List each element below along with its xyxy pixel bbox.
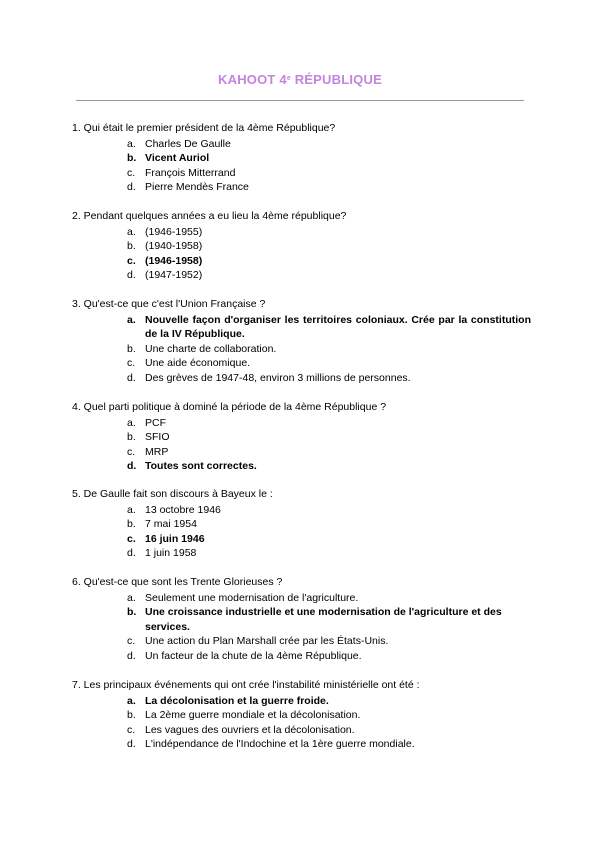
answer-letter: c. <box>127 445 136 458</box>
answer-letter: c. <box>127 635 136 648</box>
answer-letter: a. <box>127 416 136 429</box>
answer-text: PCF <box>145 416 166 429</box>
answer-text: Charles De Gaulle <box>145 137 231 150</box>
question-text: 7. Les principaux événements qui ont crée l'instabilité ministérielle ont été : <box>72 679 420 691</box>
answer-list <box>72 416 532 474</box>
answer-letter: d. <box>127 738 136 751</box>
answer-text: 1 juin 1958 <box>145 547 197 560</box>
answer-item-correct <box>72 313 531 342</box>
answer-text: Nouvelle façon d'organiser les territoires coloniaux. Crée par la constitution de la IV République. <box>145 313 531 341</box>
answer-text: Des grèves de 1947-48, environ 3 millions de personnes. <box>145 371 411 384</box>
answer-item <box>72 416 531 431</box>
answer-letter: a. <box>127 503 136 516</box>
answer-letter: b. <box>127 240 136 253</box>
answer-item <box>72 268 531 283</box>
answer-text: Une action du Plan Marshall crée par les États-Unis. <box>145 635 389 648</box>
answer-text: Une croissance industrielle et une modernisation de l'agriculture et des services. <box>145 606 502 633</box>
answer-letter: b. <box>127 431 136 444</box>
answer-item <box>72 166 531 181</box>
answer-text: Vicent Auriol <box>145 152 210 165</box>
answer-text: 16 juin 1946 <box>145 532 205 545</box>
answer-text: François Mitterrand <box>145 166 236 179</box>
answer-text: (1940-1958) <box>145 240 203 253</box>
answer-letter: b. <box>127 342 136 355</box>
answer-letter: b. <box>127 709 136 722</box>
answer-item-correct <box>72 459 531 474</box>
question-4 <box>72 400 532 474</box>
question-text: 2. Pendant quelques années a eu lieu la 4ème république? <box>72 210 347 222</box>
answer-text: Pierre Mendès France <box>145 181 249 194</box>
answer-item-correct <box>72 151 531 166</box>
answer-text: Une charte de collaboration. <box>145 342 277 355</box>
answer-item <box>72 180 531 195</box>
answer-item <box>72 225 531 240</box>
answer-text: Toutes sont correctes. <box>145 460 257 473</box>
answer-list <box>72 313 532 386</box>
answer-letter: a. <box>127 313 136 326</box>
answer-letter: c. <box>127 357 136 370</box>
answer-text: (1946-1958) <box>145 254 203 267</box>
answer-text: (1947-1952) <box>145 269 203 282</box>
question-3 <box>72 297 532 386</box>
answer-letter: d. <box>127 460 137 473</box>
answer-item <box>72 239 531 254</box>
answer-letter: c. <box>127 166 136 179</box>
page-title <box>0 72 600 87</box>
answer-item <box>72 723 531 738</box>
answer-item <box>72 708 531 723</box>
answer-letter: a. <box>127 225 136 238</box>
answer-letter: c. <box>127 254 136 267</box>
answer-letter: d. <box>127 371 136 384</box>
question-7 <box>72 678 532 752</box>
answer-item <box>72 371 531 386</box>
question-2 <box>72 209 532 283</box>
answer-letter: c. <box>127 532 136 545</box>
answer-list <box>72 137 532 195</box>
answer-item-correct <box>72 694 531 709</box>
answer-item <box>72 356 531 371</box>
question-1 <box>72 121 532 195</box>
answer-text: (1946-1955) <box>145 225 203 238</box>
answer-text: 13 octobre 1946 <box>145 503 221 516</box>
answer-letter: b. <box>127 518 136 531</box>
answer-list <box>72 225 532 283</box>
answer-item <box>72 430 531 445</box>
answer-letter: d. <box>127 181 136 194</box>
answer-item <box>72 634 531 649</box>
answer-item-correct <box>72 532 531 547</box>
answer-text: 7 mai 1954 <box>145 518 197 531</box>
answer-letter: d. <box>127 547 136 560</box>
answer-item <box>72 591 531 606</box>
answer-item <box>72 137 531 152</box>
answer-letter: b. <box>127 606 137 619</box>
answer-item <box>72 503 531 518</box>
answer-letter: d. <box>127 269 136 282</box>
title-divider <box>76 100 524 101</box>
answer-text: Une aide économique. <box>145 357 251 370</box>
answer-text: SFIO <box>145 431 170 444</box>
title-rest: RÉPUBLIQUE <box>290 72 382 87</box>
question-text: 1. Qui était le premier président de la 4ème République? <box>72 122 336 134</box>
answer-text: L'indépendance de l'Indochine et la 1ère guerre mondiale. <box>145 738 415 751</box>
answer-text: La décolonisation et la guerre froide. <box>145 694 329 707</box>
question-5 <box>72 487 532 561</box>
answer-letter: a. <box>127 591 136 604</box>
question-text: 3. Qu'est-ce que c'est l'Union Française ? <box>72 298 266 310</box>
answer-item <box>72 737 531 752</box>
answer-item <box>72 342 531 357</box>
answer-list <box>72 694 532 752</box>
answer-list <box>72 591 532 664</box>
answer-item <box>72 445 531 460</box>
answer-text: Seulement une modernisation de l'agriculture. <box>145 591 359 604</box>
question-text: 4. Quel parti politique à dominé la période de la 4ème République ? <box>72 401 387 413</box>
question-6 <box>72 575 532 664</box>
answer-letter: a. <box>127 137 136 150</box>
answer-letter: b. <box>127 152 137 165</box>
answer-item <box>72 649 531 664</box>
answer-item <box>72 546 531 561</box>
answer-list <box>72 503 532 561</box>
title-main: KAHOOT 4 <box>218 72 287 87</box>
answer-item-correct <box>72 254 531 269</box>
answer-letter: a. <box>127 694 136 707</box>
title-superscript: e <box>286 75 291 82</box>
answer-item <box>72 517 531 532</box>
question-text: 6. Qu'est-ce que sont les Trente Glorieuses ? <box>72 576 283 588</box>
answer-text: Les vagues des ouvriers et la décolonisation. <box>145 723 355 736</box>
answer-text: La 2ème guerre mondiale et la décolonisation. <box>145 709 361 722</box>
answer-text: MRP <box>145 445 169 458</box>
answer-letter: c. <box>127 723 136 736</box>
answer-letter: d. <box>127 649 136 662</box>
answer-item-correct <box>72 605 531 634</box>
question-text: 5. De Gaulle fait son discours à Bayeux le : <box>72 488 273 500</box>
answer-text: Un facteur de la chute de la 4ème République. <box>145 649 362 662</box>
